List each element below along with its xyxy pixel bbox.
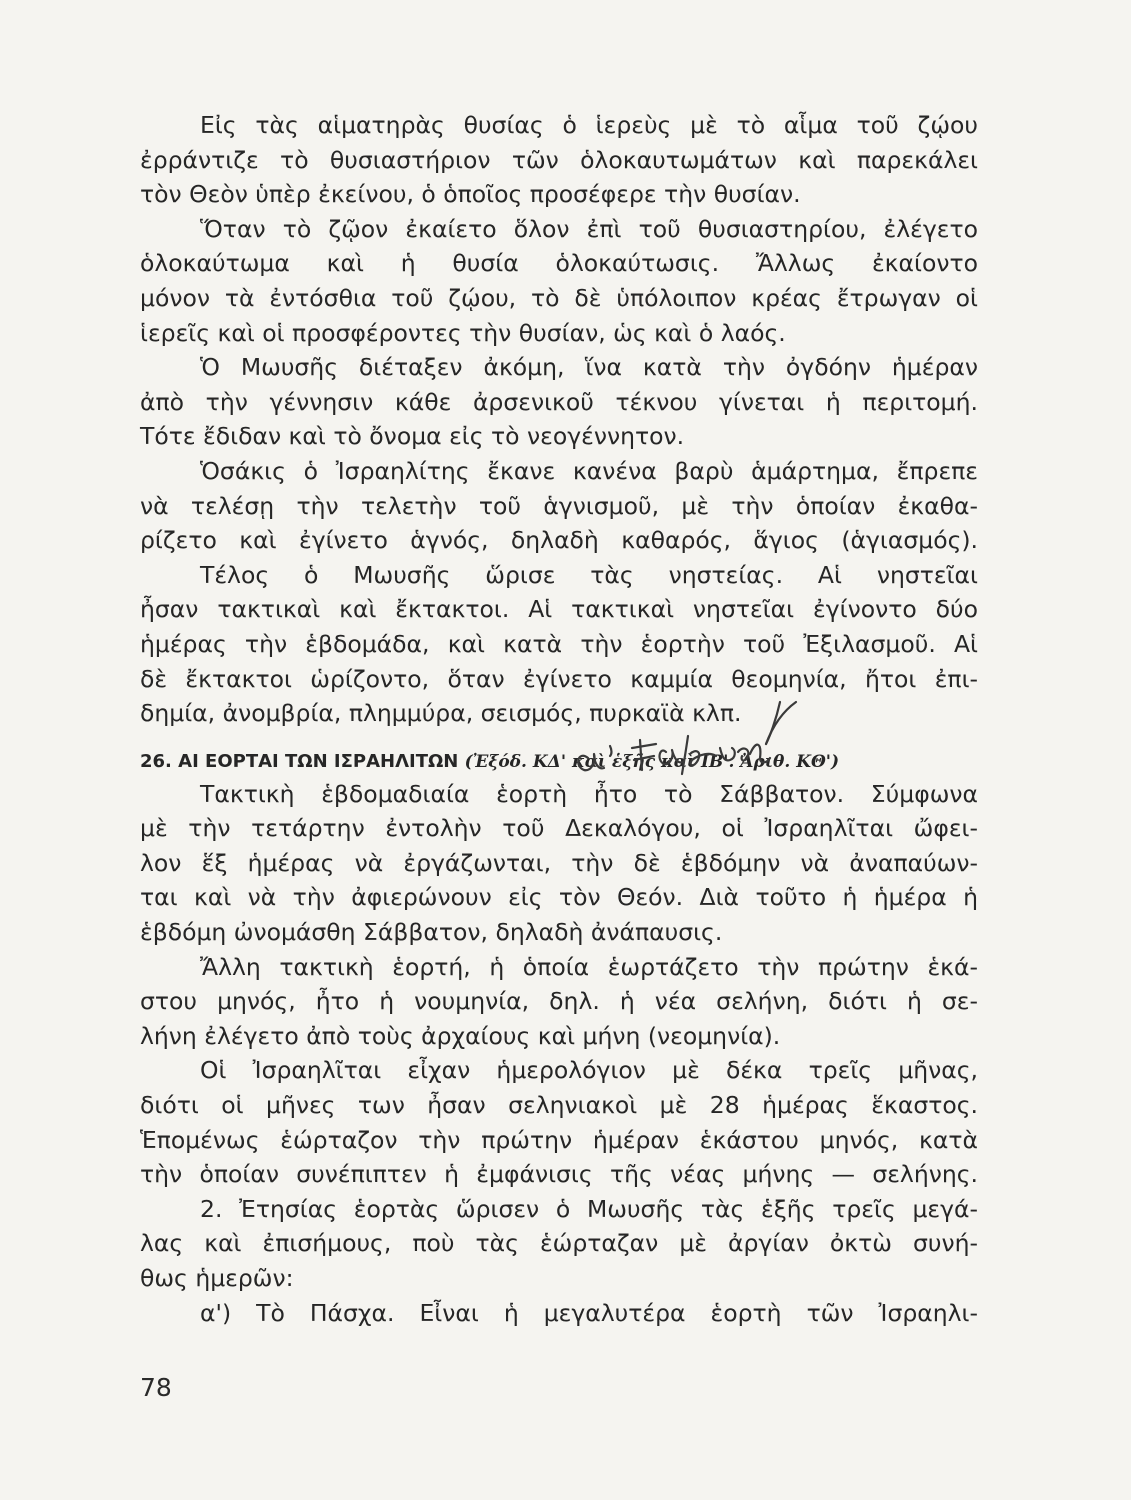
text-line: νὰ τελέσῃ τὴν τελετὴν τοῦ ἁγνισμοῦ, μὲ τὴν ὁποίαν ἐκαθα- xyxy=(140,491,978,520)
text-line: λήνη ἐλέγετο ἀπὸ τοὺς ἀρχαίους καὶ μήνη (νεομηνία). xyxy=(140,1021,781,1050)
text-line: Οἱ Ἰσραηλῖται εἶχαν ἡμερολόγιον μὲ δέκα τρεῖς μῆνας, xyxy=(200,1056,978,1085)
text-line: Ἄλλη τακτικὴ ἑορτή, ἡ ὁποία ἑωρτάζετο τὴν πρώτην ἑκά- xyxy=(200,952,978,981)
text-line: ἱερεῖς καὶ οἱ προσφέροντες τὴν θυσίαν, ὡς καὶ ὁ λαός. xyxy=(140,318,786,347)
text-line: ἡμέρας τὴν ἑβδομάδα, καὶ κατὰ τὴν ἑορτὴν τοῦ Ἐξιλασμοῦ. Αἱ xyxy=(140,629,978,658)
text-line: Τακτικὴ ἑβδομαδιαία ἑορτὴ ἦτο τὸ Σάββατον. Σύμφωνα xyxy=(200,779,978,808)
text-line: μόνον τὰ ἐντόσθια τοῦ ζῴου, τὸ δὲ ὑπόλοιπον κρέας ἔτρωγαν οἱ xyxy=(140,283,978,312)
page-number: 78 xyxy=(140,1373,172,1402)
text-line: ἐρράντιζε τὸ θυσιαστήριον τῶν ὁλοκαυτωμάτων καὶ παρεκάλει xyxy=(140,145,978,174)
text-line: ται καὶ νὰ τὴν ἀφιερώνουν εἰς τὸν Θεόν. Διὰ τοῦτο ἡ ἡμέρα ἡ xyxy=(140,883,978,912)
text-line: ἦσαν τακτικαὶ καὶ ἔκτακτοι. Αἱ τακτικαὶ νηστεῖαι ἐγίνοντο δύο xyxy=(140,595,978,624)
text-line: ἀπὸ τὴν γέννησιν κάθε ἀρσενικοῦ τέκνου γίνεται ἡ περιτομή. xyxy=(140,387,978,416)
section-heading xyxy=(140,735,978,777)
text-line: Ὁ Μωυσῆς διέταξεν ἀκόμη, ἵνα κατὰ τὴν ὀγδόην ἡμέραν xyxy=(200,353,978,382)
text-line: δὲ ἔκτακτοι ὡρίζοντο, ὅταν ἐγίνετο καμμία θεομηνία, ἤτοι ἐπι- xyxy=(140,664,978,693)
text-line: Ὅταν τὸ ζῷον ἐκαίετο ὅλον ἐπὶ τοῦ θυσιαστηρίου, ἐλέγετο xyxy=(200,214,978,243)
scripture-reference: (Ἐξόδ. ΚΔ' καὶ ἑξῆς καὶ ΙΒ'. Ἀριθ. ΚΘ') xyxy=(464,751,840,772)
text-line: 2. Ἐτησίας ἑορτὰς ὥρισεν ὁ Μωυσῆς τὰς ἑξῆς τρεῖς μεγά- xyxy=(200,1194,978,1223)
text-line: Ἑπομένως ἑώρταζον τὴν πρώτην ἡμέραν ἑκάστου μηνός, κατὰ xyxy=(140,1125,978,1154)
text-line: ὁλοκαύτωμα καὶ ἡ θυσία ὁλοκαύτωσις. Ἄλλως ἐκαίοντο xyxy=(140,249,978,278)
text-line: τὸν Θεὸν ὑπὲρ ἐκείνου, ὁ ὁποῖος προσέφερε τὴν θυσίαν. xyxy=(140,180,801,209)
text-line: ρίζετο καὶ ἐγίνετο ἁγνός, δηλαδὴ καθαρός, ἅγιος (ἁγιασμός). xyxy=(140,526,978,555)
text-line: Τέλος ὁ Μωυσῆς ὥρισε τὰς νηστείας. Αἱ νηστεῖαι xyxy=(200,560,978,589)
text-line: Ὁσάκις ὁ Ἰσραηλίτης ἔκανε κανένα βαρὺ ἁμάρτημα, ἔπρεπε xyxy=(200,456,978,485)
text-line: α') Τὸ Πάσχα. Εἶναι ἡ μεγαλυτέρα ἑορτὴ τῶν Ἰσραηλι- xyxy=(200,1298,978,1327)
text-line: ἑβδόμη ὠνομάσθη Σάββατον, δηλαδὴ ἀνάπαυσις. xyxy=(140,918,723,947)
text-line: διότι οἱ μῆνες των ἦσαν σεληνιακοὶ μὲ 28 ἡμέρας ἕκαστος. xyxy=(140,1091,978,1120)
text-line: Εἰς τὰς αἱματηρὰς θυσίας ὁ ἱερεὺς μὲ τὸ αἷμα τοῦ ζῴου xyxy=(200,111,978,139)
text-line: τὴν ὁποίαν συνέπιπτεν ἡ ἐμφάνισις τῆς νέας μήνης — σελήνης. xyxy=(140,1160,978,1189)
text-line: λον ἕξ ἡμέρας νὰ ἐργάζωνται, τὴν δὲ ἑβδόμην νὰ ἀναπαύων- xyxy=(140,848,978,877)
section-title: 26. ΑΙ ΕΟΡΤΑΙ ΤΩΝ ΙΣΡΑΗΛΙΤΩΝ xyxy=(140,750,459,772)
handwriting-scribble xyxy=(570,700,840,790)
handwritten-annotation xyxy=(570,700,840,790)
text-line: Τότε ἔδιδαν καὶ τὸ ὄνομα εἰς τὸ νεογέννητον. xyxy=(140,422,685,451)
text-line: λας καὶ ἐπισήμους, ποὺ τὰς ἑώρταζαν μὲ ἀργίαν ὀκτὼ συνή- xyxy=(140,1229,978,1258)
text-line: δημία, ἀνομβρία, πλημμύρα, σεισμός, πυρκαϊὰ κλπ. xyxy=(140,699,742,728)
page-body xyxy=(140,108,978,1330)
text-line: θως ἡμερῶν: xyxy=(140,1264,294,1292)
text-line: στου μηνός, ἦτο ἡ νουμηνία, δηλ. ἡ νέα σελήνη, διότι ἡ σε- xyxy=(140,987,978,1016)
text-line: μὲ τὴν τετάρτην ἐντολὴν τοῦ Δεκαλόγου, οἱ Ἰσραηλῖται ὤφει- xyxy=(140,814,978,843)
